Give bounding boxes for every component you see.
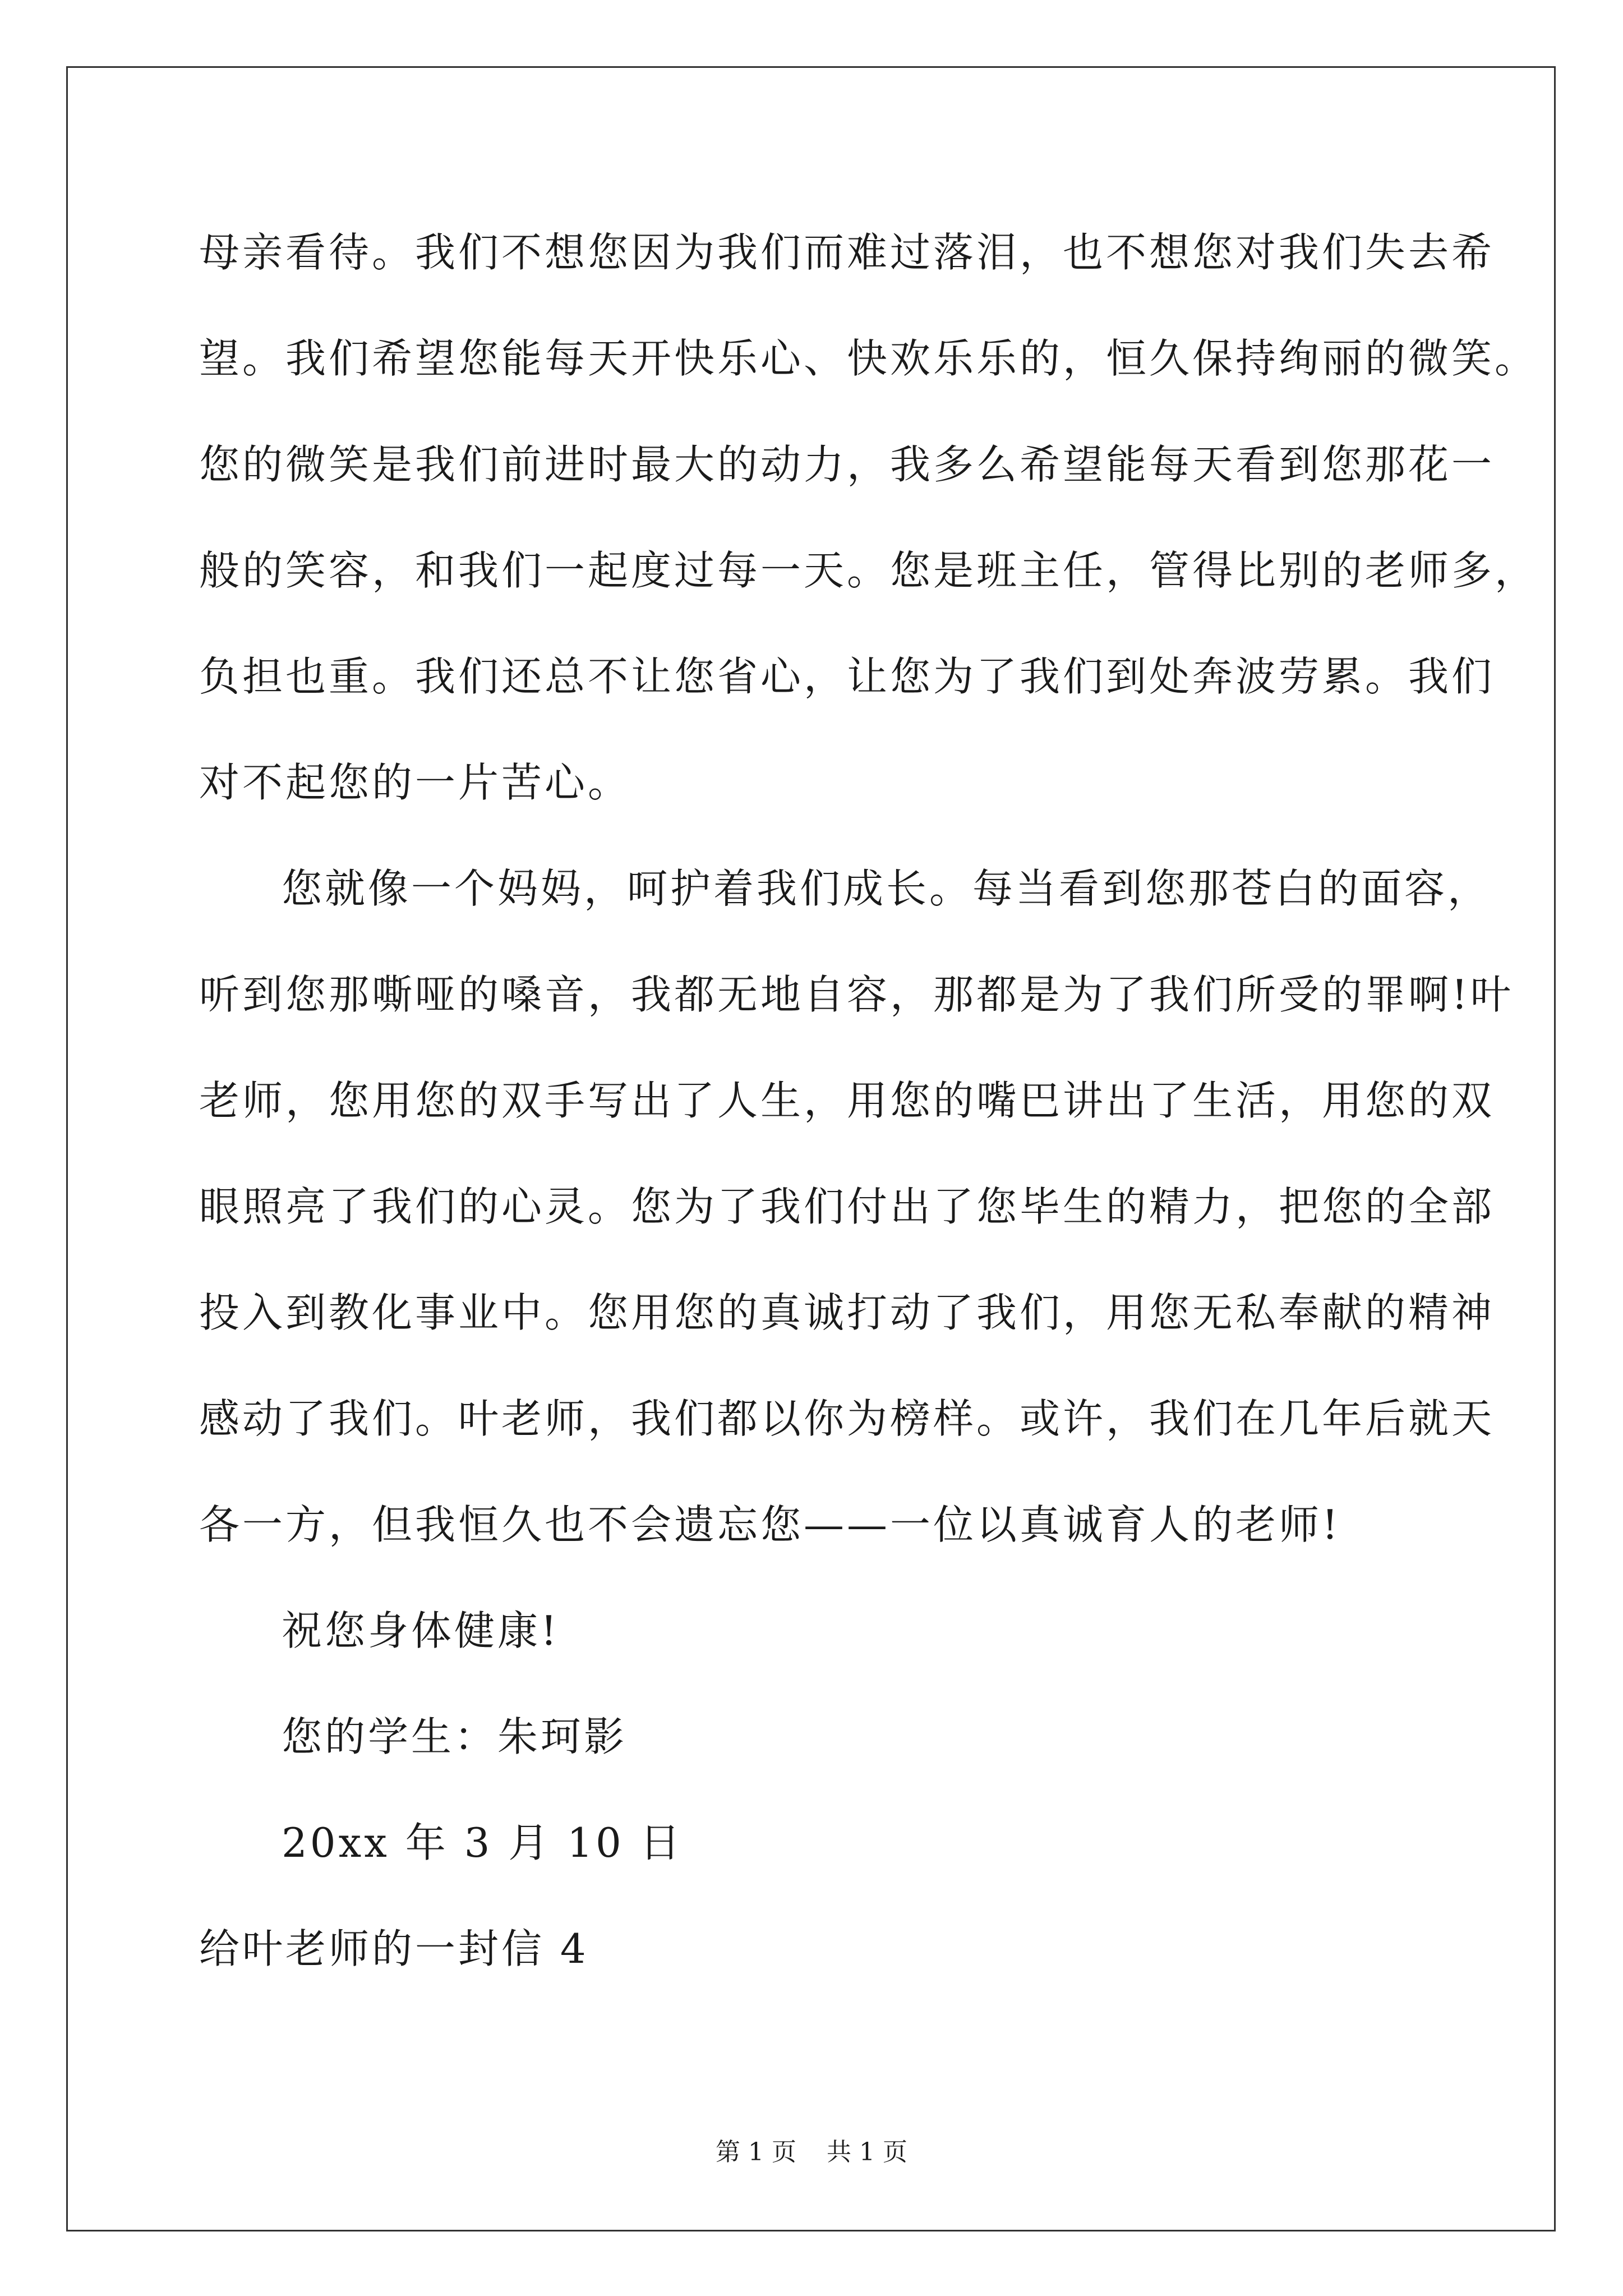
- text-line: 各一方，但我恒久也不会遗忘您——一位以真诚育人的老师!: [199, 1501, 1341, 1548]
- text-line: 母亲看待。我们不想您因为我们而难过落泪，也不想您对我们失去希: [199, 229, 1495, 276]
- text-line: 您的微笑是我们前进时最大的动力，我多么希望能每天看到您那花一: [199, 441, 1495, 488]
- text-line: 投入到教化事业中。您用您的真诚打动了我们，用您无私奉献的精神: [199, 1289, 1495, 1336]
- text-line: 般的笑容，和我们一起度过每一天。您是班主任，管得比别的老师多，: [199, 547, 1538, 594]
- date-line: 20xx 年 3 月 10 日: [282, 1819, 683, 1866]
- page-footer: [0, 2132, 1623, 2168]
- text-line: 感动了我们。叶老师，我们都以你为榜样。或许，我们在几年后就天: [199, 1395, 1495, 1442]
- section-title: 给叶老师的一封信 4: [199, 1925, 589, 1972]
- signature: 您的学生：朱珂影: [282, 1713, 628, 1760]
- document-body: [199, 210, 1538, 2013]
- text-line: 望。我们希望您能每天开快乐心、快欢乐乐的，恒久保持绚丽的微笑。: [199, 335, 1538, 382]
- paragraph-start-line: 您就像一个妈妈，呵护着我们成长。每当看到您那苍白的面容，: [282, 865, 1491, 912]
- page-number: 第 1 页: [716, 2138, 796, 2166]
- text-line: 对不起您的一片苦心。: [199, 759, 631, 806]
- text-line: 老师，您用您的双手写出了人生，用您的嘴巴讲出了生活，用您的双: [199, 1077, 1495, 1124]
- total-pages: 共 1 页: [827, 2138, 907, 2166]
- closing-wish: 祝您身体健康!: [282, 1607, 560, 1654]
- text-line: 听到您那嘶哑的嗓音，我都无地自容，那都是为了我们所受的罪啊!叶: [199, 971, 1514, 1018]
- text-line: 负担也重。我们还总不让您省心，让您为了我们到处奔波劳累。我们: [199, 653, 1495, 700]
- text-line: 眼照亮了我们的心灵。您为了我们付出了您毕生的精力，把您的全部: [199, 1183, 1495, 1230]
